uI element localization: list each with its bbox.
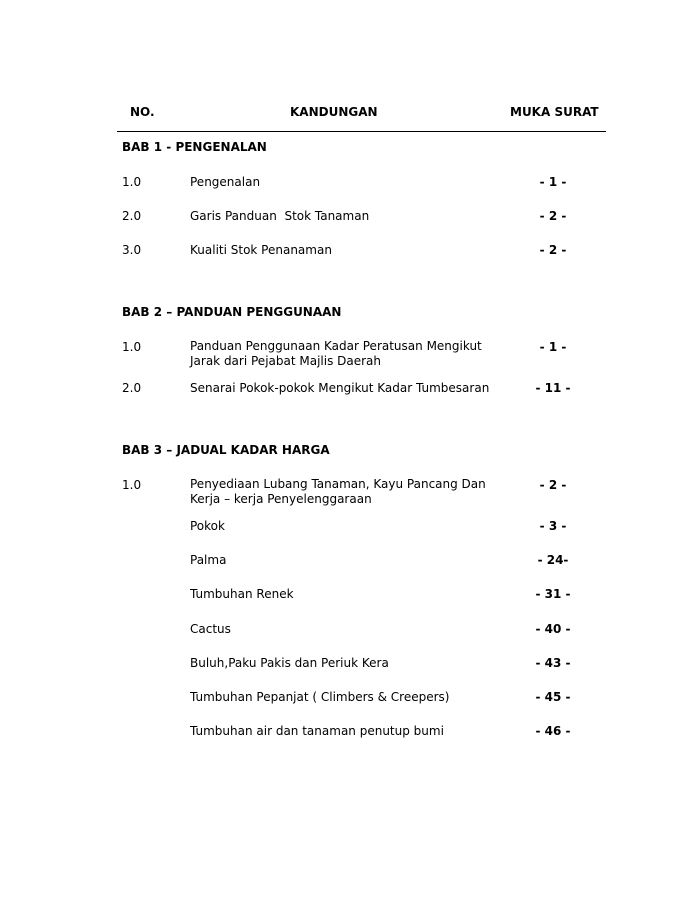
header-kandungan: KANDUNGAN bbox=[290, 105, 378, 119]
entry-title: Tumbuhan Pepanjat ( Climbers & Creepers) bbox=[190, 690, 450, 704]
entry-title: Pokok bbox=[190, 519, 225, 533]
entry-title: Tumbuhan Renek bbox=[190, 587, 294, 601]
entry-title: Senarai Pokok-pokok Mengikut Kadar Tumbesaran bbox=[190, 381, 490, 395]
entry-number: 2.0 bbox=[122, 381, 142, 395]
entry-page: - 2 - bbox=[539, 243, 567, 257]
entry-page: - 24- bbox=[537, 553, 569, 567]
entry-title: Penyediaan Lubang Tanaman, Kayu Pancang Dan Kerja – kerja Penyelenggaraan bbox=[190, 477, 486, 506]
entry-page: - 3 - bbox=[539, 519, 567, 533]
entry-number: 2.0 bbox=[122, 209, 142, 223]
entry-title: Buluh,Paku Pakis dan Periuk Kera bbox=[190, 656, 389, 670]
entry-page: - 11 - bbox=[535, 381, 571, 395]
entry-number: 1.0 bbox=[122, 175, 142, 189]
entry-number: 1.0 bbox=[122, 478, 142, 492]
entry-page: - 46 - bbox=[535, 724, 571, 738]
section-title: BAB 1 - PENGENALAN bbox=[122, 140, 267, 154]
entry-page: - 43 - bbox=[535, 656, 571, 670]
entry-title: Panduan Penggunaan Kadar Peratusan Mengikut Jarak dari Pejabat Majlis Daerah bbox=[190, 339, 482, 368]
header-muka-surat: MUKA SURAT bbox=[510, 105, 599, 119]
entry-title: Palma bbox=[190, 553, 227, 567]
entry-title: Cactus bbox=[190, 622, 231, 636]
entry-title: Tumbuhan air dan tanaman penutup bumi bbox=[190, 724, 444, 738]
entry-page: - 45 - bbox=[535, 690, 571, 704]
entry-page: - 2 - bbox=[539, 478, 567, 492]
entry-page: - 1 - bbox=[539, 340, 567, 354]
header-rule bbox=[117, 131, 606, 132]
entry-page: - 40 - bbox=[535, 622, 571, 636]
entry-number: 3.0 bbox=[122, 243, 142, 257]
entry-number: 1.0 bbox=[122, 340, 142, 354]
entry-page: - 1 - bbox=[539, 175, 567, 189]
entry-title: Kualiti Stok Penanaman bbox=[190, 243, 332, 257]
entry-title: Garis Panduan Stok Tanaman bbox=[190, 209, 370, 223]
entry-page: - 31 - bbox=[535, 587, 571, 601]
section-title: BAB 3 – JADUAL KADAR HARGA bbox=[122, 443, 330, 457]
section-title: BAB 2 – PANDUAN PENGGUNAAN bbox=[122, 305, 342, 319]
entry-title: Pengenalan bbox=[190, 175, 261, 189]
entry-page: - 2 - bbox=[539, 209, 567, 223]
header-no: NO. bbox=[130, 105, 155, 119]
